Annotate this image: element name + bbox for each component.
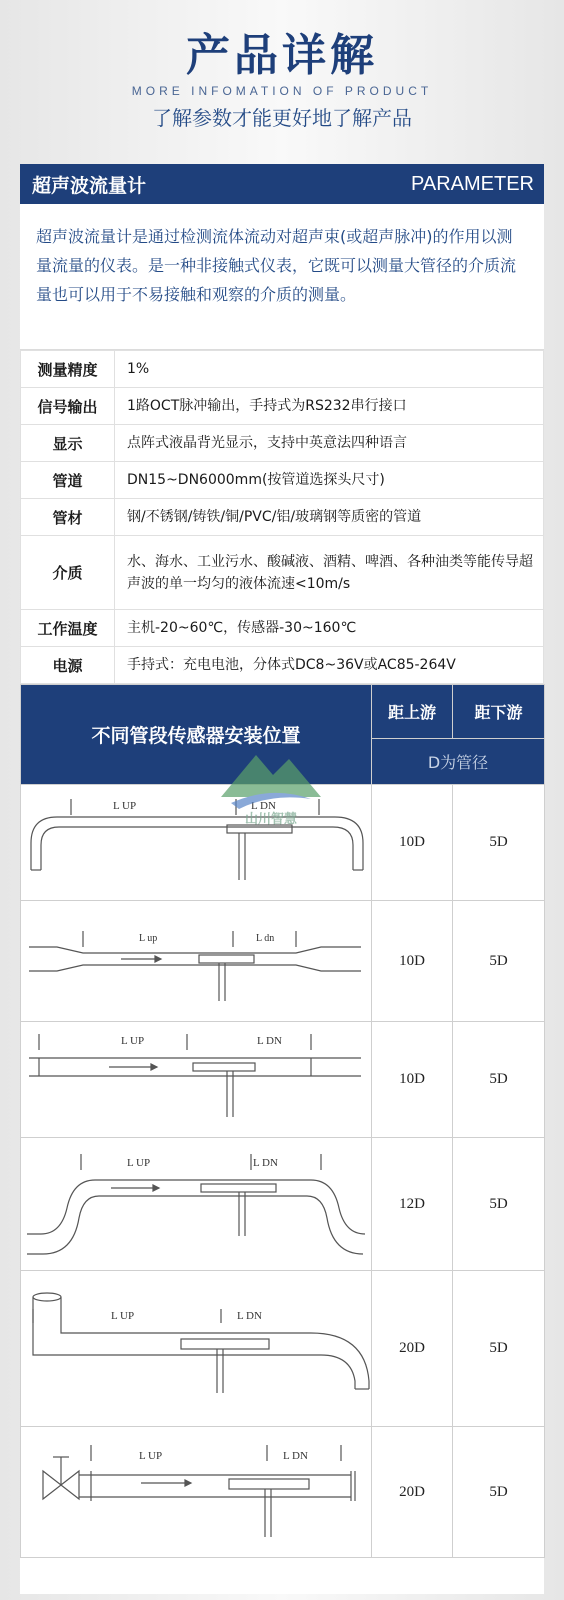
label-l-dn: L DN xyxy=(283,1450,308,1462)
table-row xyxy=(21,647,544,684)
install-diagram-6 xyxy=(21,1427,372,1558)
param-label: 显示 xyxy=(21,425,115,462)
parameter-card xyxy=(20,164,544,1594)
label-l-dn: L DN xyxy=(251,800,276,812)
upstream-distance: 10D xyxy=(372,1022,453,1138)
table-row xyxy=(21,610,544,647)
label-l-dn: L DN xyxy=(237,1310,262,1322)
table-row xyxy=(21,499,544,536)
table-row xyxy=(21,1271,545,1427)
pipe-diagram xyxy=(21,1022,372,1137)
upstream-distance: 10D xyxy=(372,901,453,1022)
param-value: 水、海水、工业污水、酸碱液、酒精、啤酒、各种油类等能传导超声波的单一均匀的液体流速<10m/s xyxy=(115,536,544,610)
table-row xyxy=(21,536,544,610)
table-row xyxy=(21,1427,545,1558)
pipe-diagram xyxy=(21,901,372,1021)
pipe-diagram xyxy=(21,1271,372,1426)
section-title-en: PARAMETER xyxy=(411,172,534,195)
install-header-row xyxy=(21,685,545,739)
install-diagram-4 xyxy=(21,1138,372,1271)
col-upstream: 距上游 xyxy=(372,685,453,739)
label-l-up: L UP xyxy=(111,1310,135,1322)
diameter-note: D为管径 xyxy=(372,739,545,785)
mountain-logo-icon xyxy=(211,737,331,827)
label-l-up: L UP xyxy=(121,1035,145,1047)
upstream-distance: 10D xyxy=(372,785,453,901)
section-title: 超声波流量计 xyxy=(32,174,147,197)
param-value: DN15~DN6000mm(按管道选探头尺寸) xyxy=(115,462,544,499)
upstream-distance: 12D xyxy=(372,1138,453,1271)
param-label: 管材 xyxy=(21,499,115,536)
label-l-up: L UP xyxy=(113,800,137,812)
label-l-dn: L DN xyxy=(253,1157,278,1169)
upstream-distance: 20D xyxy=(372,1271,453,1427)
watermark-text: 山川智慧 xyxy=(244,812,298,827)
col-downstream: 距下游 xyxy=(453,685,545,739)
product-intro: 超声波流量计是通过检测流体流动对超声束(或超声脉冲)的作用以测量流量的仪表。是一种非接触式仪表，它既可以测量大管径的介质流量也可以用于不易接触和观察的介质的测量。 xyxy=(20,204,544,350)
parameter-table xyxy=(20,350,544,684)
install-diagram-5 xyxy=(21,1271,372,1427)
downstream-distance: 5D xyxy=(453,1138,545,1271)
param-label: 电源 xyxy=(21,647,115,684)
table-row xyxy=(21,901,545,1022)
downstream-distance: 5D xyxy=(453,785,545,901)
label-l-up: L UP xyxy=(127,1157,151,1169)
downstream-distance: 5D xyxy=(453,1271,545,1427)
param-value: 主机-20~60℃，传感器-30~160℃ xyxy=(115,610,544,647)
install-title: 不同管段传感器安装位置 xyxy=(91,725,301,747)
param-label: 信号输出 xyxy=(21,388,115,425)
upstream-distance: 20D xyxy=(372,1427,453,1558)
param-label: 测量精度 xyxy=(21,351,115,388)
param-value: 钢/不锈钢/铸铁/铜/PVC/铝/玻璃钢等质密的管道 xyxy=(115,499,544,536)
page-title: 产品详解 xyxy=(186,30,378,81)
table-row xyxy=(21,462,544,499)
downstream-distance: 5D xyxy=(453,1427,545,1558)
table-row xyxy=(21,388,544,425)
page-tagline: 了解参数才能更好地了解产品 xyxy=(152,106,412,130)
param-label: 管道 xyxy=(21,462,115,499)
table-row xyxy=(21,425,544,462)
param-value: 手持式：充电电池，分体式DC8~36V或AC85-264V xyxy=(115,647,544,684)
table-row xyxy=(21,351,544,388)
section-header xyxy=(20,164,544,204)
param-value: 1路OCT脉冲输出，手持式为RS232串行接口 xyxy=(115,388,544,425)
hero xyxy=(0,0,564,160)
label-l-dn: L DN xyxy=(257,1035,282,1047)
downstream-distance: 5D xyxy=(453,1022,545,1138)
pipe-diagram xyxy=(21,1427,372,1557)
label-l-dn: L dn xyxy=(256,933,275,944)
install-diagram-2 xyxy=(21,901,372,1022)
label-l-up: L up xyxy=(139,933,158,944)
downstream-distance: 5D xyxy=(453,901,545,1022)
param-value: 1% xyxy=(115,351,544,388)
param-label: 介质 xyxy=(21,536,115,610)
install-position-table xyxy=(20,684,545,1558)
table-row xyxy=(21,1022,545,1138)
install-diagram-3 xyxy=(21,1022,372,1138)
label-l-up: L UP xyxy=(139,1450,163,1462)
param-value: 点阵式液晶背光显示，支持中英意法四种语言 xyxy=(115,425,544,462)
table-row xyxy=(21,1138,545,1271)
page-subtitle-en: MORE INFOMATION OF PRODUCT xyxy=(131,84,433,98)
param-label: 工作温度 xyxy=(21,610,115,647)
pipe-diagram xyxy=(21,1138,372,1270)
